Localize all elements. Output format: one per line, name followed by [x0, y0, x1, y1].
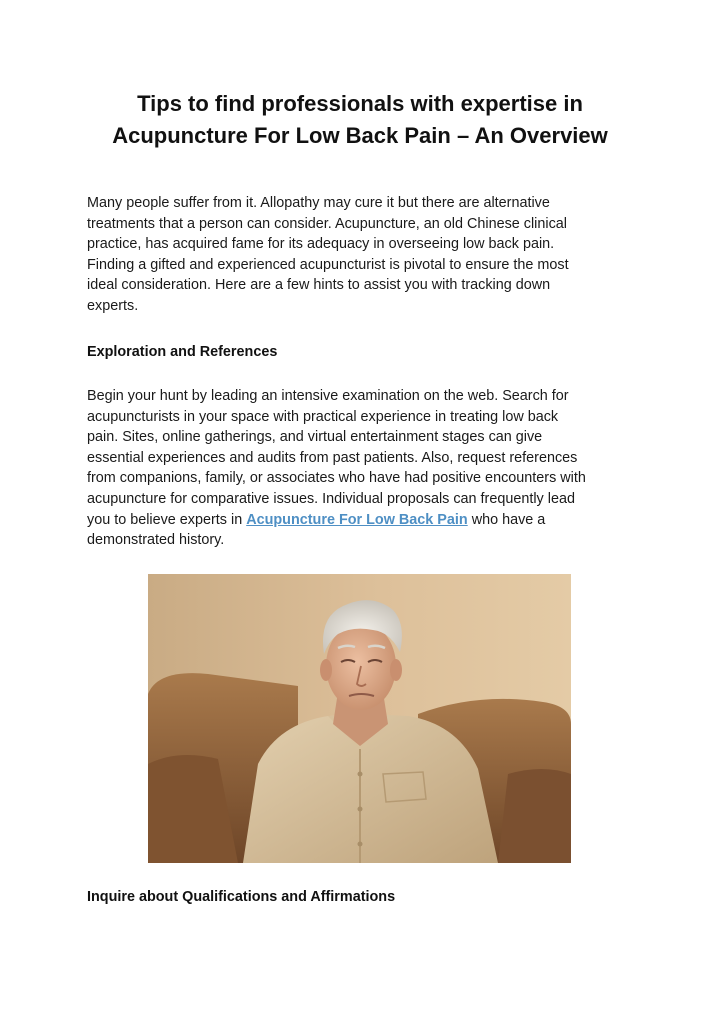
exploration-paragraph	[87, 386, 647, 551]
text-line: acupuncture for comparative issues. Individual proposals can frequently lead	[87, 490, 575, 507]
text-line: demonstrated history.	[87, 532, 225, 549]
title-line-2: Acupuncture For Low Back Pain – An Overview	[112, 123, 608, 148]
section-heading-qualifications: Inquire about Qualifications and Affirmations	[87, 889, 396, 905]
text-line: who have a	[467, 511, 546, 528]
text-line: Begin your hunt by leading an intensive examination on the web. Search for	[87, 388, 569, 404]
text-line: Finding a gifted and experienced acupuncturist is pivotal to ensure the most	[87, 256, 569, 273]
text-line: you to believe experts in	[87, 511, 247, 528]
text-line: essential experiences and audits from past patients. Also, request references	[87, 449, 578, 466]
text-line: practice, has acquired fame for its adequacy in overseeing low back pain.	[87, 236, 555, 253]
section-heading-exploration: Exploration and References	[87, 344, 278, 360]
text-line: experts.	[87, 297, 139, 314]
text-line: ideal consideration. Here are a few hints to assist you with tracking down	[87, 277, 551, 294]
elderly-man-photo	[148, 574, 571, 863]
page-title	[60, 88, 660, 152]
text-line: treatments that a person can consider. Acupuncture, an old Chinese clinical	[87, 215, 567, 232]
text-line: pain. Sites, online gatherings, and virtual entertainment stages can give	[87, 429, 543, 446]
text-line: from companions, family, or associates who have had positive encounters with	[87, 470, 586, 487]
text-line: acupuncturists in your space with practical experience in treating low back	[87, 408, 559, 425]
acupuncture-link[interactable]: Acupuncture For Low Back Pain	[246, 511, 468, 528]
title-line-1: Tips to find professionals with expertise in	[137, 91, 583, 116]
text-line: Many people suffer from it. Allopathy may cure it but there are alternative	[87, 195, 550, 211]
intro-paragraph	[87, 193, 647, 317]
